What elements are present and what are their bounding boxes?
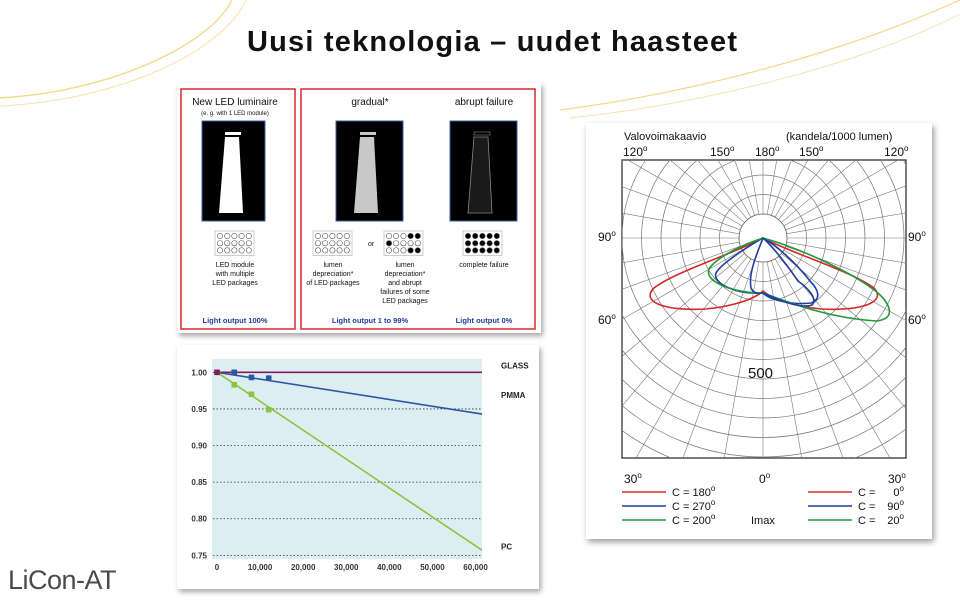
y-tick-label: 1.00: [191, 368, 207, 378]
y-tick-label: 0.95: [191, 404, 207, 414]
angle-label: 120$^o$: [884, 144, 909, 159]
y-tick-label: 0.85: [191, 478, 207, 488]
luminaire-new-image: [202, 121, 265, 221]
polar-spoke: [586, 259, 751, 539]
luminaire-abrupt-image: [450, 121, 517, 221]
polar-value-label: 500: [748, 365, 774, 382]
series-label-glass: GLASS: [501, 361, 529, 371]
y-tick-label: 0.80: [191, 514, 207, 524]
output-1-99-label: Light output 1 to 99%: [331, 316, 409, 325]
caption-line: depreciation*: [384, 271, 426, 278]
licon-logo: LiCon-AT: [8, 565, 117, 595]
data-point-pmma: [231, 370, 237, 376]
caption-line: and abrupt: [388, 280, 422, 287]
series-label-pc: PC: [501, 542, 513, 552]
angle-label: 150$^o$: [799, 144, 824, 159]
x-tick-label: 20,000: [290, 563, 316, 572]
angle-label: 0$^o$: [759, 471, 771, 486]
polar-spoke: [586, 165, 739, 234]
caption-line: lumen: [395, 262, 415, 269]
caption-line: LED packages: [212, 280, 258, 287]
luminaire-gradual-image: [336, 121, 403, 221]
angle-label: 120$^o$: [623, 144, 648, 159]
legend-label: $C = 180^o$: [672, 484, 716, 499]
series-label-pmma: PMMA: [501, 390, 526, 400]
caption-line: LED module: [215, 262, 255, 269]
slide-title: Uusi teknologia – uudet haasteet: [247, 26, 739, 58]
polar-spoke: [781, 253, 932, 508]
data-point-pc: [266, 407, 272, 413]
angle-label: 30$^o$: [888, 471, 906, 486]
legend-label: C =: [858, 515, 876, 527]
data-point-pc: [231, 382, 237, 388]
x-tick-label: 40,000: [377, 563, 402, 572]
legend-value: 90$^o$: [887, 498, 904, 513]
polar-intensity-diagram: [586, 123, 932, 539]
caption-line: of LED packages: [306, 280, 360, 287]
or-label: or: [368, 241, 375, 248]
caption-line: with multiple: [215, 271, 255, 278]
imax-label: Imax: [751, 515, 775, 527]
led-array-failed: [463, 231, 502, 256]
polar-spoke: [787, 165, 932, 234]
legend-value: 0$^o$: [893, 484, 904, 499]
legend-value: 20$^o$: [887, 512, 904, 527]
caption-line: complete failure: [459, 262, 509, 269]
legend-label: $C = 200^o$: [672, 512, 716, 527]
angle-label: 180$^o$: [755, 144, 780, 159]
led-array-gradual: [313, 231, 352, 256]
legend-label: C =: [858, 501, 876, 513]
output-100-label: Light output 100%: [202, 316, 268, 325]
led-array-mixed: [384, 231, 423, 256]
led-heading: New LED luminaire: [192, 97, 278, 108]
legend-label: C =: [858, 487, 876, 499]
polar-spoke: [787, 242, 932, 311]
data-point-pmma: [266, 375, 272, 381]
caption-line: lumen: [323, 262, 343, 269]
angle-label: 60$^o$: [598, 312, 616, 327]
polar-spoke: [586, 256, 748, 539]
col-gradual-label: gradual*: [351, 97, 389, 108]
x-tick-label: 10,000: [247, 563, 273, 572]
led-array-new: [215, 231, 254, 256]
lumen-maintenance-chart: [177, 345, 539, 589]
output-0-label: Light output 0%: [455, 316, 513, 325]
caption-line: depreciation*: [312, 271, 354, 278]
led-failure-figure: [177, 83, 541, 333]
x-tick-label: 60,000: [463, 563, 488, 572]
angle-label: 60$^o$: [908, 312, 926, 327]
angle-label: 150$^o$: [710, 144, 735, 159]
col-abrupt-label: abrupt failure: [454, 97, 514, 108]
polar-title: Valovoimakaavio: [624, 131, 707, 143]
caption-line: failures of some: [380, 289, 430, 296]
polar-spoke: [586, 253, 745, 508]
y-tick-label: 0.75: [191, 551, 207, 561]
data-point-glass: [214, 370, 220, 376]
polar-spoke: [775, 259, 932, 539]
y-tick-label: 0.90: [191, 441, 207, 451]
data-point-pc: [249, 391, 255, 397]
x-tick-label: 50,000: [420, 563, 445, 572]
legend-label: $C = 270^o$: [672, 498, 716, 513]
polar-spoke: [586, 250, 742, 448]
polar-unit: (kandela/1000 lumen): [786, 131, 893, 143]
angle-label: 30$^o$: [624, 471, 642, 486]
angle-label: 90$^o$: [908, 229, 926, 244]
caption-line: LED packages: [382, 298, 428, 305]
led-subheading: (e. g. with 1 LED module): [201, 111, 269, 117]
angle-label: 90$^o$: [598, 229, 616, 244]
data-point-pmma: [249, 375, 255, 381]
x-tick-label: 30,000: [334, 563, 359, 572]
x-tick-label: 0: [214, 563, 220, 572]
